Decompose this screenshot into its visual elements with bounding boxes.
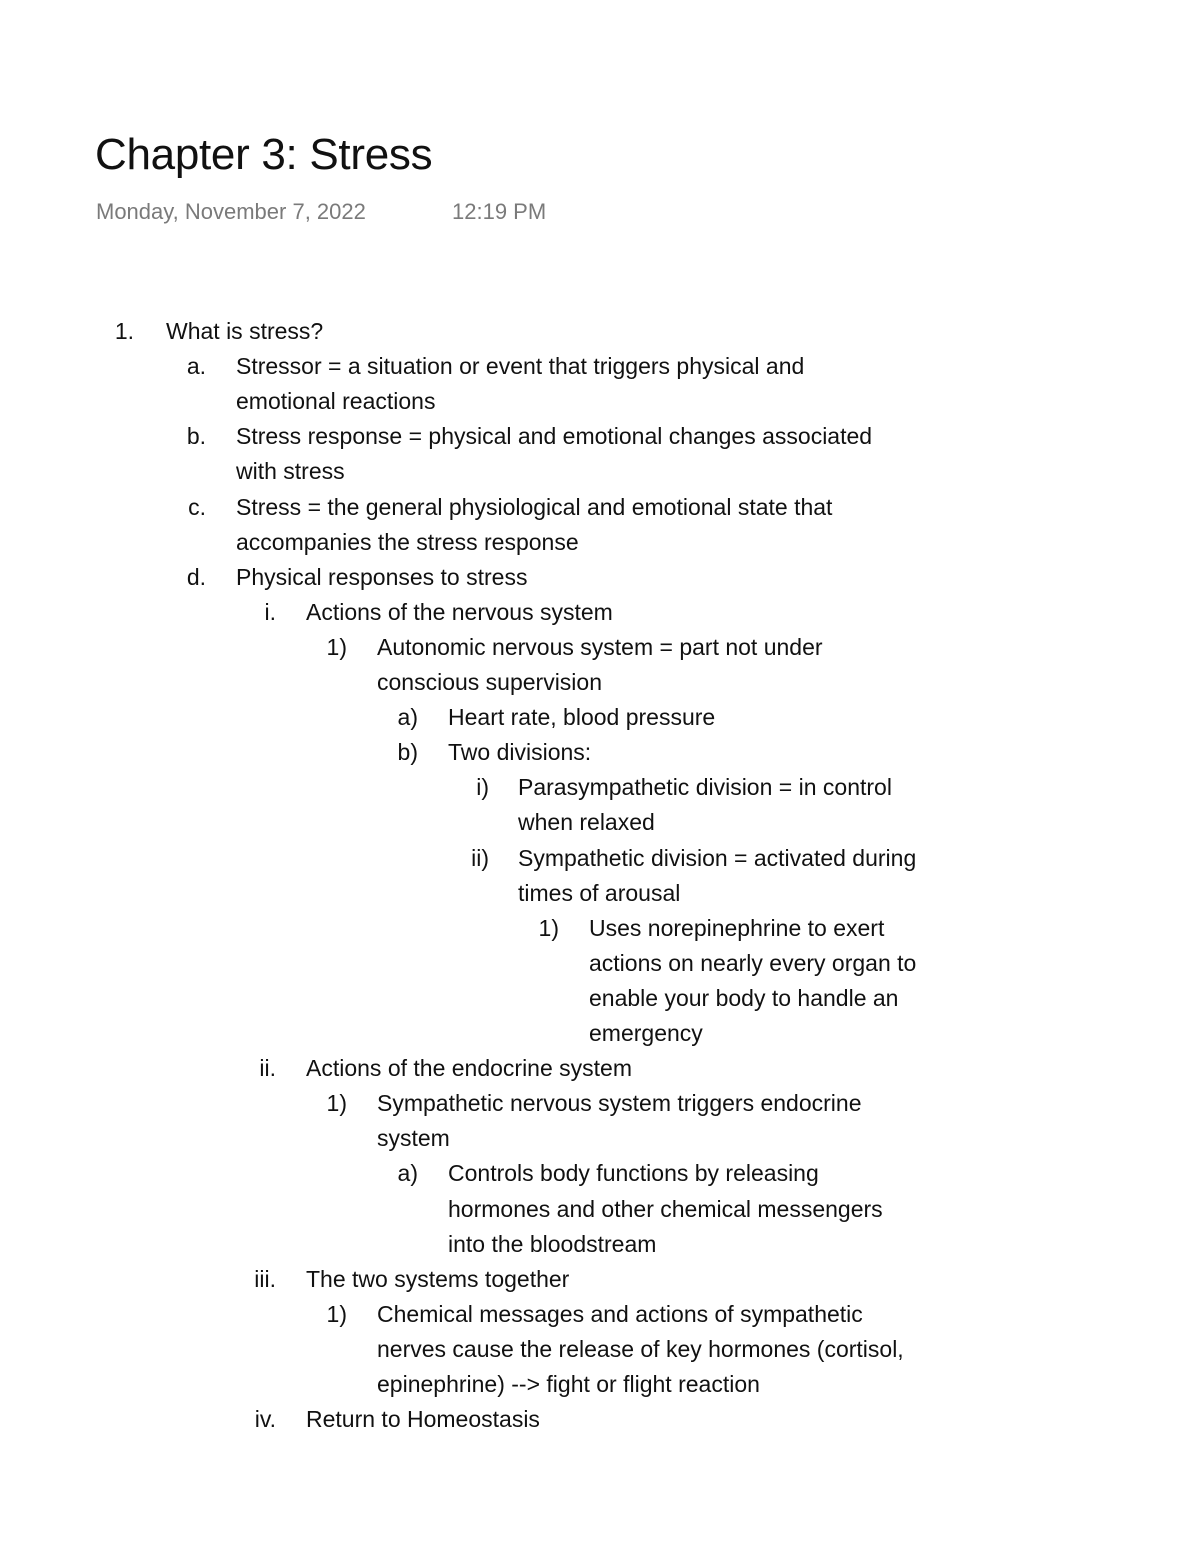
list-item-text: Stressor = a situation or event that triggers physical and <box>236 353 805 380</box>
list-marker: i. <box>264 598 276 625</box>
list-marker: ii. <box>259 1055 276 1082</box>
outline-line <box>0 1367 1200 1402</box>
outline-line <box>0 1016 1200 1051</box>
outline-line <box>0 490 1200 525</box>
list-item-text: Autonomic nervous system = part not under <box>377 633 823 660</box>
list-item-text: Stress = the general physiological and emotional state that <box>236 493 833 520</box>
list-marker: 1. <box>114 318 134 344</box>
list-marker: 1) <box>326 1090 347 1117</box>
outline-line <box>0 911 1200 946</box>
list-marker: 1) <box>326 633 347 660</box>
outline-line <box>0 419 1200 454</box>
list-marker: b. <box>186 423 206 450</box>
list-item-text: Uses norepinephrine to exert <box>589 914 885 941</box>
list-item-text: Heart rate, blood pressure <box>448 704 716 731</box>
list-item-text: Physical responses to stress <box>236 563 528 590</box>
note-date: Monday, November 7, 2022 <box>96 199 366 224</box>
list-item-text: Two divisions: <box>448 739 592 766</box>
list-marker: 1) <box>538 914 559 941</box>
outline-line <box>0 1297 1200 1332</box>
list-item-text: Actions of the nervous system <box>306 598 613 625</box>
list-item-text: Sympathetic nervous system triggers endocrine <box>377 1090 862 1117</box>
outline-line <box>0 735 1200 770</box>
outline-line <box>0 981 1200 1016</box>
outline-line <box>0 349 1200 384</box>
list-item-text: hormones and other chemical messengers <box>448 1195 883 1222</box>
list-marker: a) <box>397 704 418 731</box>
list-item-text: nerves cause the release of key hormones (cortisol, <box>377 1335 904 1362</box>
outline-line <box>0 770 1200 805</box>
list-item-text: enable your body to handle an <box>589 984 899 1011</box>
list-item-text: Sympathetic division = activated during <box>518 844 917 871</box>
outline-line <box>0 314 1200 349</box>
list-marker: iv. <box>254 1406 276 1433</box>
list-item-text: Stress response = physical and emotional changes associated <box>236 423 873 450</box>
list-marker: i) <box>476 774 489 801</box>
outline-line <box>0 876 1200 911</box>
list-item-text: emotional reactions <box>236 388 436 415</box>
list-item-text: Actions of the endocrine system <box>306 1055 632 1082</box>
outline-line <box>0 630 1200 665</box>
list-item-text: accompanies the stress response <box>236 528 579 555</box>
outline-line <box>0 700 1200 735</box>
outline-line <box>0 1121 1200 1156</box>
page-title: Chapter 3: Stress <box>95 130 433 179</box>
outline-line <box>0 1402 1200 1437</box>
list-marker: ii) <box>471 844 489 871</box>
list-item-text: Parasympathetic division = in control <box>518 774 892 801</box>
list-item-text: times of arousal <box>518 879 681 906</box>
list-marker: d. <box>186 563 206 590</box>
list-item-text: Return to Homeostasis <box>306 1406 540 1433</box>
list-marker: a. <box>186 353 206 380</box>
outline-line <box>0 665 1200 700</box>
outline-line <box>0 384 1200 419</box>
outline-line <box>0 946 1200 981</box>
list-item-text: The two systems together <box>306 1265 570 1292</box>
list-item-text: emergency <box>589 1020 703 1046</box>
outline-line <box>0 1227 1200 1262</box>
list-marker: a) <box>397 1160 418 1187</box>
list-marker: iii. <box>254 1265 276 1292</box>
list-item-text: into the bloodstream <box>448 1230 657 1257</box>
list-item-text: with stress <box>236 458 345 485</box>
note-time: 12:19 PM <box>452 199 547 224</box>
outline-line <box>0 560 1200 595</box>
list-item-text: epinephrine) --> fight or flight reaction <box>377 1371 760 1397</box>
list-item-text: when relaxed <box>518 809 655 836</box>
outline-line <box>0 1156 1200 1191</box>
outline-line <box>0 595 1200 630</box>
list-item-text: conscious supervision <box>377 669 603 695</box>
list-marker: 1) <box>326 1300 347 1327</box>
outline-line <box>0 1051 1200 1086</box>
outline-line <box>0 1192 1200 1227</box>
list-item-text: system <box>377 1125 450 1152</box>
list-marker: b) <box>397 739 418 766</box>
outline-line <box>0 454 1200 489</box>
list-marker: c. <box>188 493 206 520</box>
outline-line <box>0 805 1200 840</box>
outline-line <box>0 841 1200 876</box>
list-item-text: What is stress? <box>166 318 324 344</box>
list-item-text: Chemical messages and actions of sympathetic <box>377 1300 863 1327</box>
list-item-text: Controls body functions by releasing <box>448 1160 819 1187</box>
outline-line <box>0 525 1200 560</box>
outline-line <box>0 1086 1200 1121</box>
outline-line <box>0 1262 1200 1297</box>
list-item-text: actions on nearly every organ to <box>589 949 917 976</box>
outline-line <box>0 1332 1200 1367</box>
